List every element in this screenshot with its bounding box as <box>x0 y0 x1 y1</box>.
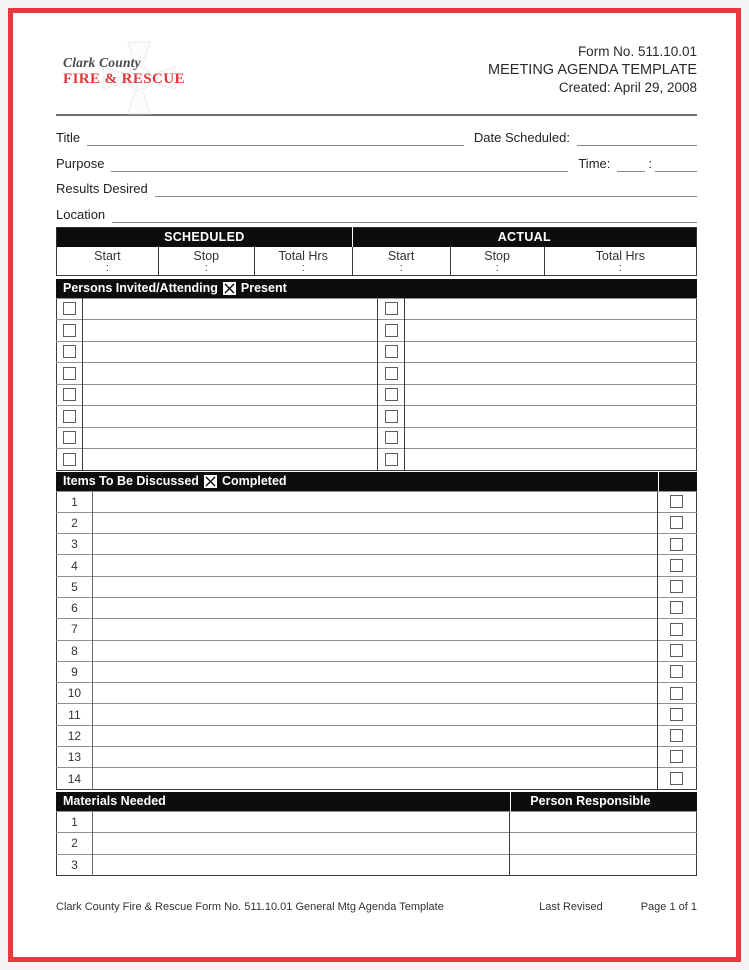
item-row <box>57 534 697 555</box>
form-created-date: Created: April 29, 2008 <box>558 80 697 95</box>
present-checkbox[interactable] <box>385 388 398 401</box>
person-name-field[interactable] <box>82 320 377 342</box>
form-header <box>56 43 697 103</box>
attendance-checkbox-cell <box>57 341 83 363</box>
logo-text-county: Clark County <box>63 55 141 70</box>
item-text-field[interactable] <box>92 661 657 682</box>
item-number: 9 <box>57 661 93 682</box>
items-table <box>56 491 697 790</box>
item-number: 13 <box>57 747 93 768</box>
completed-checkbox-cell <box>657 661 696 682</box>
material-field[interactable] <box>92 854 509 876</box>
title-label: Title <box>56 130 81 145</box>
item-row <box>57 597 697 618</box>
item-number: 5 <box>57 576 93 597</box>
items-section-header <box>56 472 697 491</box>
completed-checkbox-cell <box>657 555 696 576</box>
scheduled-total-colon: : <box>301 261 305 274</box>
actual-start-label: Start <box>387 248 415 263</box>
completed-checkbox-cell <box>657 534 696 555</box>
person-name-field[interactable] <box>82 406 377 428</box>
attendance-checkbox-cell <box>57 406 83 428</box>
results-input-line[interactable] <box>155 179 697 197</box>
item-row <box>57 512 697 533</box>
completed-checkbox[interactable] <box>670 729 683 742</box>
persons-table <box>56 298 697 471</box>
person-name-field[interactable] <box>405 427 697 449</box>
attendance-checkbox-cell <box>378 449 405 471</box>
person-name-field[interactable] <box>405 449 697 471</box>
checked-box-icon <box>223 282 236 295</box>
item-text-field[interactable] <box>92 747 657 768</box>
attendance-checkbox-cell <box>378 427 405 449</box>
persons-row <box>57 449 697 471</box>
location-input-line[interactable] <box>112 205 697 223</box>
scheduled-total-label: Total Hrs <box>278 248 328 263</box>
item-text-field[interactable] <box>92 534 657 555</box>
completed-checkbox[interactable] <box>670 750 683 763</box>
actual-stop-colon: : <box>495 261 499 274</box>
persons-row <box>57 298 697 320</box>
person-name-field[interactable] <box>82 341 377 363</box>
completed-checkbox-cell <box>657 704 696 725</box>
item-row <box>57 768 697 789</box>
person-name-field[interactable] <box>82 449 377 471</box>
actual-total-colon: : <box>618 261 622 274</box>
time-colon: : <box>648 155 652 171</box>
present-checkbox[interactable] <box>385 410 398 423</box>
attendance-checkbox-cell <box>57 449 83 471</box>
material-number: 2 <box>57 833 93 855</box>
person-responsible-field[interactable] <box>510 833 697 855</box>
person-name-field[interactable] <box>82 363 377 385</box>
form-page <box>8 8 741 962</box>
purpose-input-line[interactable] <box>111 154 568 172</box>
persons-row <box>57 320 697 342</box>
location-label: Location <box>56 206 106 222</box>
material-row <box>57 833 697 855</box>
present-checkbox[interactable] <box>385 367 398 380</box>
bar-divider <box>658 472 659 491</box>
item-row <box>57 576 697 597</box>
scheduled-stop-colon: : <box>204 261 208 274</box>
items-header-label: Items To Be Discussed <box>63 474 199 488</box>
footer-form-id: Clark County Fire & Rescue Form No. 511.10.01 General Mtg Agenda Template <box>56 901 444 914</box>
item-row <box>57 725 697 746</box>
item-text-field[interactable] <box>92 576 657 597</box>
top-fields <box>56 125 697 223</box>
attendance-checkbox-cell <box>378 320 405 342</box>
person-name-field[interactable] <box>405 384 697 406</box>
actual-total-cell[interactable] <box>544 247 696 276</box>
material-row <box>57 854 697 876</box>
present-checkbox[interactable] <box>63 453 76 466</box>
completed-checkbox[interactable] <box>670 516 683 529</box>
scheduled-start-label: Start <box>94 248 121 263</box>
completed-checkbox-cell <box>657 576 696 597</box>
persons-row <box>57 363 697 385</box>
scheduled-start-cell[interactable] <box>57 247 159 276</box>
item-text-field[interactable] <box>92 619 657 640</box>
completed-checkbox-cell <box>657 725 696 746</box>
completed-checkbox[interactable] <box>670 687 683 700</box>
completed-checkbox[interactable] <box>670 559 683 572</box>
checked-box-icon <box>204 475 217 488</box>
attendance-checkbox-cell <box>57 363 83 385</box>
footer-last-revised: Last Revised <box>539 901 603 914</box>
item-text-field[interactable] <box>92 704 657 725</box>
material-field[interactable] <box>92 833 509 855</box>
present-checkbox[interactable] <box>63 431 76 444</box>
material-number: 1 <box>57 811 93 833</box>
persons-header-label: Persons Invited/Attending <box>63 281 218 295</box>
page-footer <box>56 901 697 913</box>
attendance-checkbox-cell <box>378 363 405 385</box>
present-checkbox[interactable] <box>63 302 76 315</box>
item-text-field[interactable] <box>92 512 657 533</box>
scheduled-start-colon: : <box>105 261 109 274</box>
time-minute-input-line[interactable] <box>655 154 697 172</box>
results-row <box>56 176 697 197</box>
persons-row <box>57 427 697 449</box>
item-number: 14 <box>57 768 93 789</box>
item-row <box>57 747 697 768</box>
attendance-checkbox-cell <box>57 384 83 406</box>
completed-checkbox-cell <box>657 512 696 533</box>
purpose-label: Purpose <box>56 155 105 171</box>
item-number: 2 <box>57 512 93 533</box>
form-content <box>56 13 697 957</box>
present-checkbox[interactable] <box>385 453 398 466</box>
scheduled-group-header: SCHEDULED <box>57 228 353 247</box>
item-number: 10 <box>57 683 93 704</box>
item-number: 8 <box>57 640 93 661</box>
person-name-field[interactable] <box>405 363 697 385</box>
item-number: 7 <box>57 619 93 640</box>
item-row <box>57 683 697 704</box>
completed-checkbox-cell <box>657 597 696 618</box>
item-text-field[interactable] <box>92 768 657 789</box>
purpose-row <box>56 151 697 172</box>
completed-checkbox[interactable] <box>670 538 683 551</box>
schedule-group-header-row <box>57 228 697 247</box>
attendance-checkbox-cell <box>57 427 83 449</box>
completed-checkbox[interactable] <box>670 665 683 678</box>
person-name-field[interactable] <box>82 427 377 449</box>
title-input-line[interactable] <box>87 128 464 146</box>
item-row <box>57 704 697 725</box>
attendance-checkbox-cell <box>378 298 405 320</box>
person-responsible-field[interactable] <box>510 811 697 833</box>
item-text-field[interactable] <box>92 683 657 704</box>
present-checkbox[interactable] <box>385 302 398 315</box>
item-number: 4 <box>57 555 93 576</box>
footer-page-number: Page 1 of 1 <box>640 901 697 914</box>
time-label: Time: <box>578 155 611 171</box>
completed-checkbox-cell <box>657 640 696 661</box>
item-row <box>57 491 697 512</box>
item-row <box>57 661 697 682</box>
actual-total-label: Total Hrs <box>595 248 645 263</box>
present-checkbox[interactable] <box>63 410 76 423</box>
attendance-checkbox-cell <box>378 406 405 428</box>
present-checkbox[interactable] <box>63 388 76 401</box>
form-title: MEETING AGENDA TEMPLATE <box>488 62 697 78</box>
materials-header-label: Materials Needed <box>63 794 166 809</box>
title-row <box>56 125 697 146</box>
item-number: 3 <box>57 534 93 555</box>
person-name-field[interactable] <box>405 341 697 363</box>
persons-section-header <box>56 279 697 298</box>
form-number: Form No. 511.10.01 <box>577 44 697 59</box>
completed-checkbox-cell <box>657 768 696 789</box>
date-scheduled-label: Date Scheduled: <box>473 130 570 145</box>
scheduled-total-cell[interactable] <box>254 247 352 276</box>
actual-start-colon: : <box>399 261 403 274</box>
agency-logo <box>56 49 246 109</box>
item-row <box>57 555 697 576</box>
scheduled-stop-cell[interactable] <box>158 247 254 276</box>
item-row <box>57 619 697 640</box>
item-text-field[interactable] <box>92 640 657 661</box>
item-text-field[interactable] <box>92 597 657 618</box>
completed-checkbox-cell <box>657 747 696 768</box>
item-text-field[interactable] <box>92 725 657 746</box>
completed-checkbox-cell <box>657 491 696 512</box>
present-checkbox[interactable] <box>63 324 76 337</box>
attendance-checkbox-cell <box>378 384 405 406</box>
person-name-field[interactable] <box>82 298 377 320</box>
item-text-field[interactable] <box>92 491 657 512</box>
completed-checkbox[interactable] <box>670 708 683 721</box>
materials-table <box>56 811 697 877</box>
completed-checkbox[interactable] <box>670 601 683 614</box>
location-row <box>56 202 697 223</box>
item-number: 12 <box>57 725 93 746</box>
present-checkbox[interactable] <box>63 345 76 358</box>
form-meta <box>488 43 697 97</box>
person-name-field[interactable] <box>405 320 697 342</box>
completed-checkbox-cell <box>657 619 696 640</box>
persons-row <box>57 406 697 428</box>
actual-stop-cell[interactable] <box>450 247 544 276</box>
completed-checkbox[interactable] <box>670 644 683 657</box>
item-number: 11 <box>57 704 93 725</box>
actual-start-cell[interactable] <box>352 247 450 276</box>
schedule-column-header-row <box>57 247 697 276</box>
present-checkbox[interactable] <box>385 345 398 358</box>
person-name-field[interactable] <box>405 406 697 428</box>
item-number: 1 <box>57 491 93 512</box>
item-row <box>57 640 697 661</box>
results-desired-label: Results Desired <box>56 181 148 196</box>
attendance-checkbox-cell <box>378 341 405 363</box>
logo-text-fire-rescue: FIRE & RESCUE <box>63 71 185 87</box>
attendance-checkbox-cell <box>57 298 83 320</box>
schedule-table <box>56 227 697 276</box>
completed-checkbox-cell <box>657 683 696 704</box>
time-hour-input-line[interactable] <box>617 154 645 172</box>
person-name-field[interactable] <box>405 298 697 320</box>
persons-row <box>57 384 697 406</box>
item-number: 6 <box>57 597 93 618</box>
completed-checkbox[interactable] <box>670 772 683 785</box>
completed-checkbox[interactable] <box>670 495 683 508</box>
actual-group-header: ACTUAL <box>352 228 696 247</box>
attendance-checkbox-cell <box>57 320 83 342</box>
present-checkbox[interactable] <box>385 431 398 444</box>
present-checkbox[interactable] <box>63 367 76 380</box>
bar-divider <box>510 792 511 811</box>
completed-label: Completed <box>221 474 287 488</box>
materials-section-header <box>56 792 697 811</box>
present-label: Present <box>240 281 287 295</box>
actual-stop-label: Stop <box>484 248 510 263</box>
person-name-field[interactable] <box>82 384 377 406</box>
date-scheduled-input-line[interactable] <box>577 128 697 146</box>
material-row <box>57 811 697 833</box>
scheduled-stop-label: Stop <box>193 248 220 263</box>
persons-row <box>57 341 697 363</box>
person-responsible-header: Person Responsible <box>530 794 651 809</box>
material-number: 3 <box>57 854 93 876</box>
item-text-field[interactable] <box>92 555 657 576</box>
person-responsible-field[interactable] <box>510 854 697 876</box>
completed-checkbox[interactable] <box>670 580 683 593</box>
completed-checkbox[interactable] <box>670 623 683 636</box>
present-checkbox[interactable] <box>385 324 398 337</box>
material-field[interactable] <box>92 811 509 833</box>
